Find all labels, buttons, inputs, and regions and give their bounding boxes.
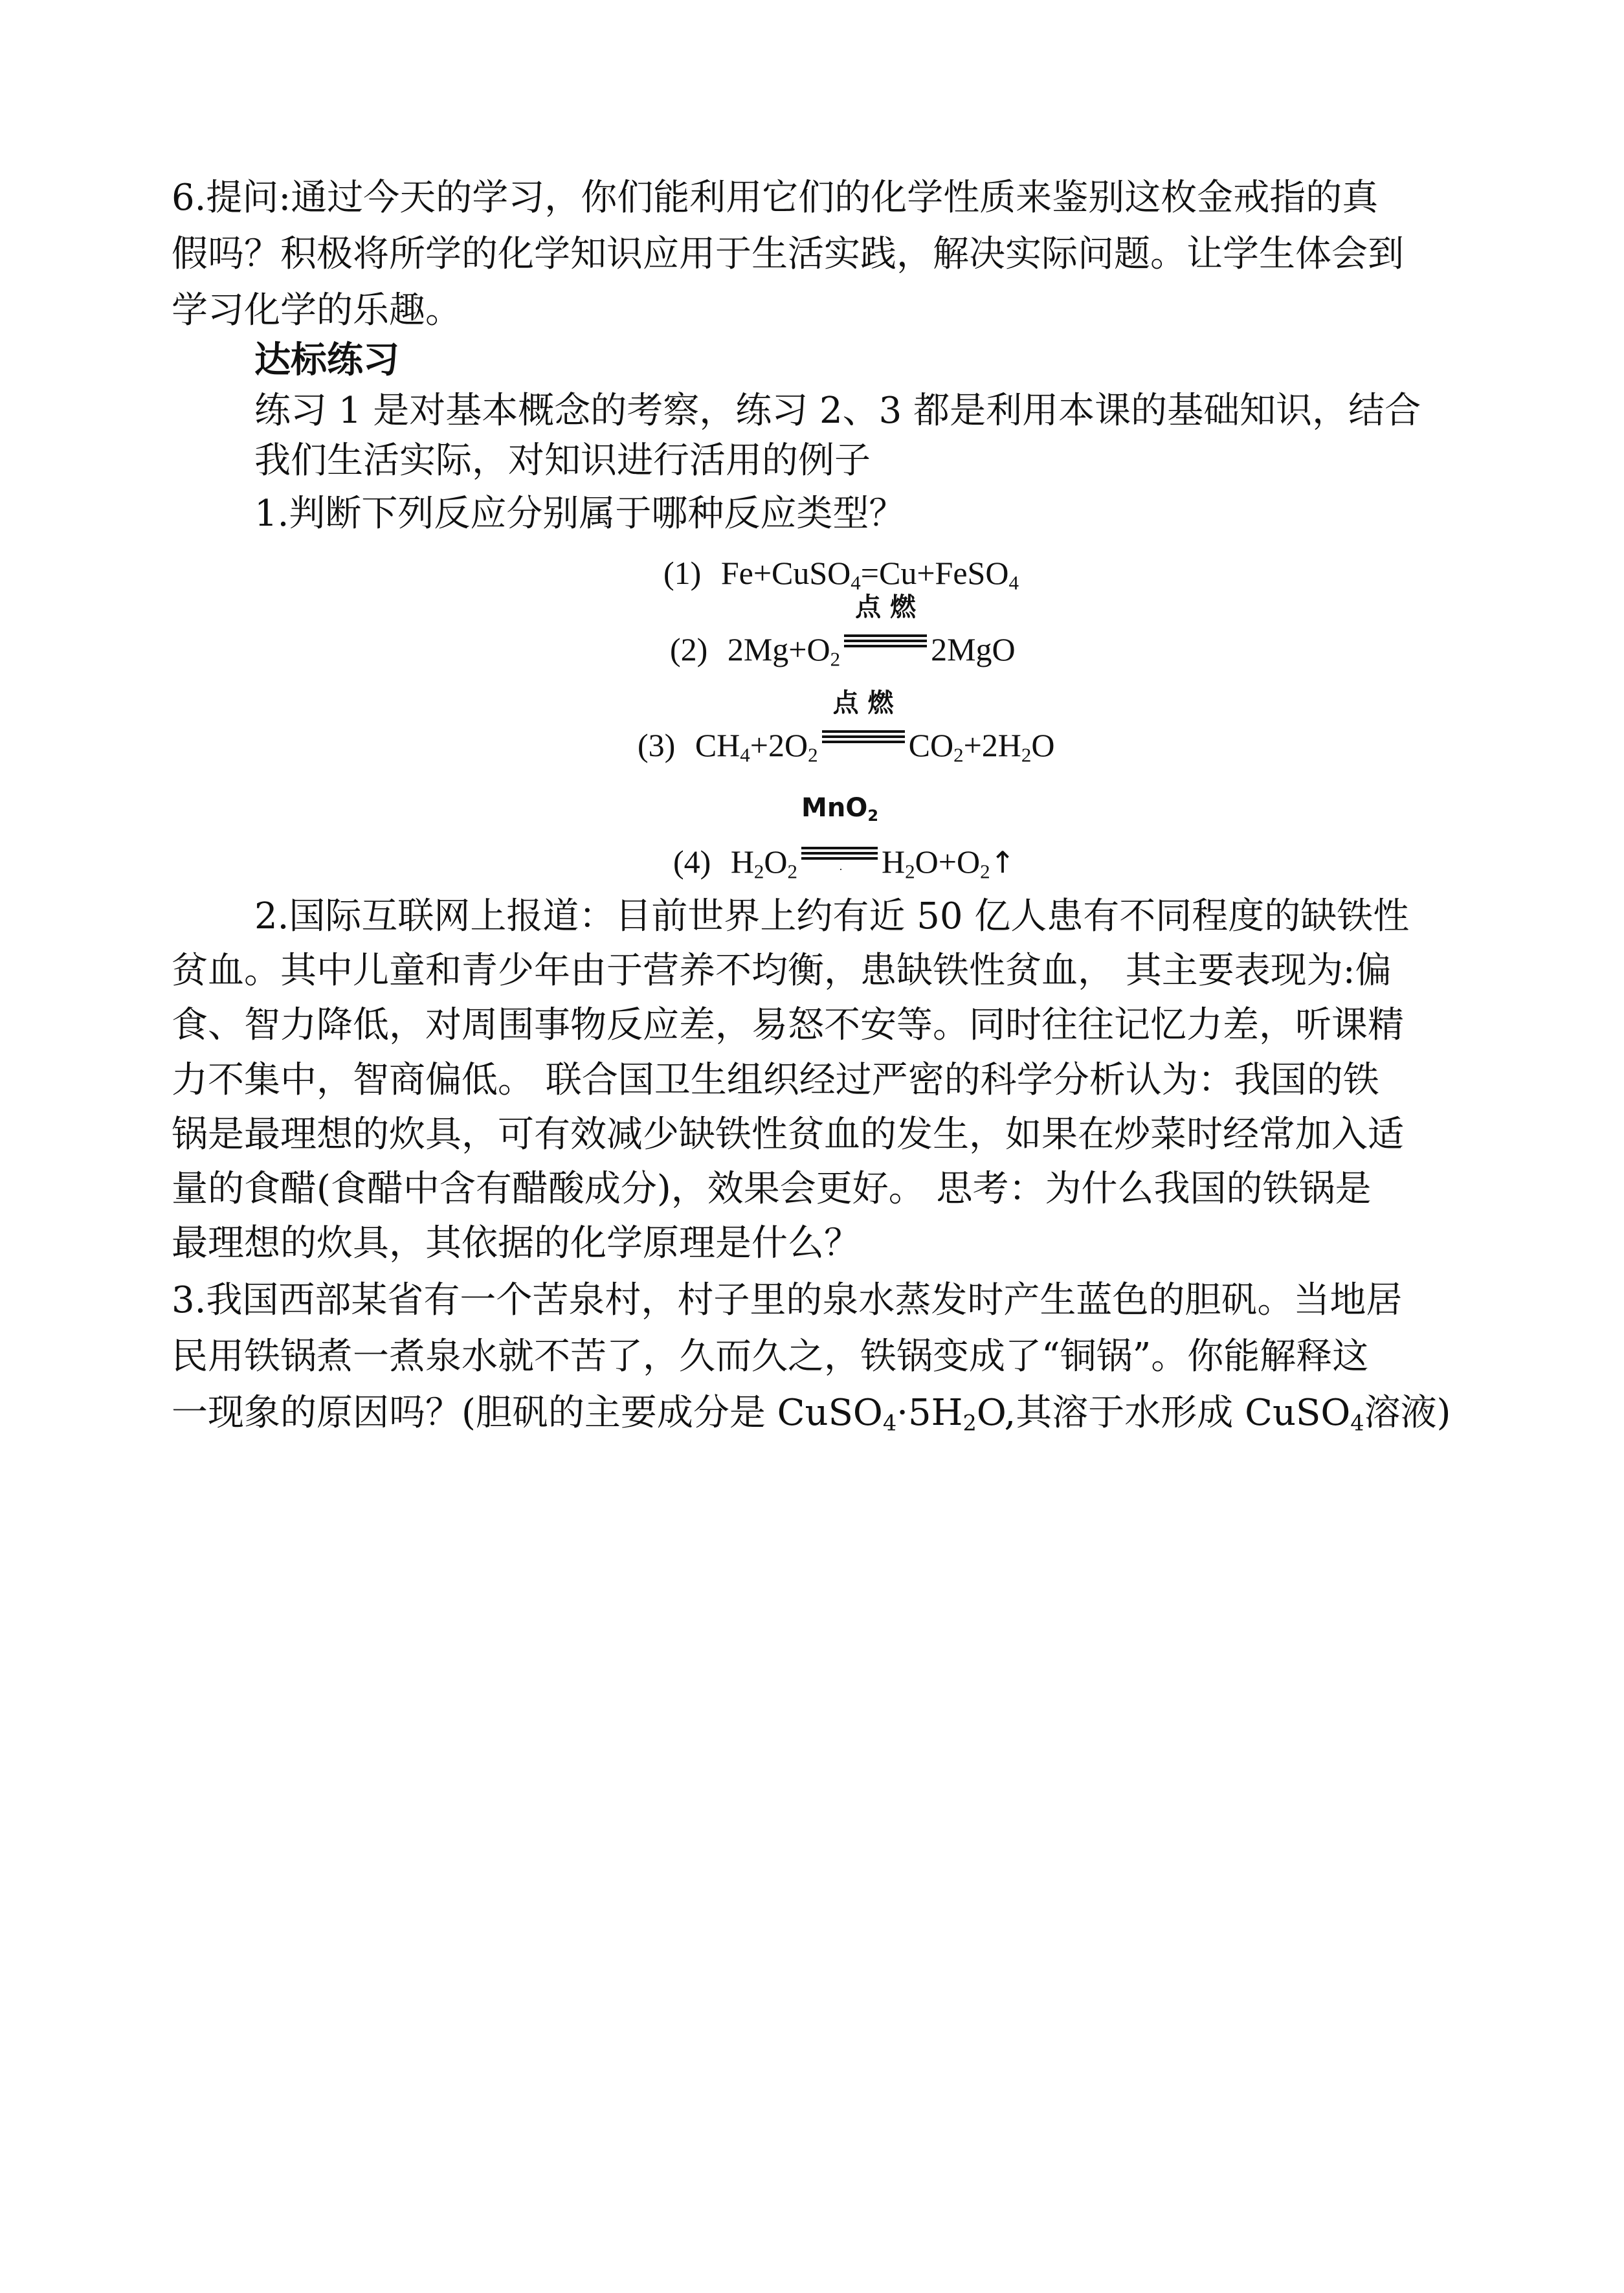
question-2-line-5: 锅是最理想的炊具，可有效减少缺铁性贫血的发生，如果在炒菜时经常加入适 [172,1113,1404,1156]
question-3-line-2: 民用铁锅煮一煮泉水就不苦了，久而久之，铁锅变成了“铜锅”。你能解释这 [172,1336,1369,1378]
reaction-4-reactants: $H_2O_2$ [730,844,798,883]
question-3-line-1: 3.我国西部某省有一个苦泉村，村子里的泉水蒸发时产生蓝色的胆矾。当地居 [172,1279,1403,1321]
reaction-2-products: 2MgO [931,631,1016,667]
section-title: 达标练习 [254,339,399,381]
question-1-prompt: 1.判断下列反应分别属于哪种反应类型？ [254,493,906,535]
question-3-line-3: 一现象的原因吗？(胆矾的主要成分是 $CuSO_4\cdot 5H_2O$,其溶于水形成 CuSO$_4$溶液) [172,1392,1451,1436]
paragraph-6-line-1: 6.提问:通过今天的学习，你们能利用它们的化学性质来鉴别这枚金戒指的真 [172,177,1379,219]
question-2-line-6: 量的食醋(食醋中含有醋酸成分)，效果会更好。 思考：为什么我国的铁锅是 [172,1168,1372,1210]
question-2-line-2: 贫血。其中儿童和青少年由于营养不均衡，患缺铁性贫血， 其主要表现为:偏 [172,950,1392,992]
question-2-line-1: 2.国际互联网上报道：目前世界上约有近 50 亿人患有不同程度的缺铁性 [254,895,1410,937]
gas-arrow-icon: ↑ [990,845,1016,880]
question-2-line-3: 食、智力降低，对周围事物反应差，易怒不安等。同时往往记忆力差，听课精 [172,1004,1404,1046]
reaction-2-reactants: $2Mg+O_2$ [727,631,841,671]
reaction-4-condition: MnO$_2$ · [801,793,879,876]
question-2-line-4: 力不集中，智商偏低。 联合国卫生组织经过严密的科学分析认为：我国的铁 [172,1059,1379,1101]
reaction-4 [673,793,1016,883]
reaction-3-reactants: $CH_4+2O_2$ [695,727,818,766]
reaction-2-condition: 点 燃 [844,628,927,660]
question-2-line-7: 最理想的炊具，其依据的化学原理是什么？ [172,1222,860,1264]
reaction-2-number: (2) [670,631,708,667]
reaction-3-condition: 点 燃 [822,724,905,756]
reaction-2 [670,592,1016,671]
reaction-1-number: (1) [663,555,702,591]
reaction-4-number: (4) [673,844,711,880]
paragraph-6-line-3: 学习化学的乐趣。 [172,289,462,331]
reaction-3-number: (3) [638,727,676,763]
paragraph-6-line-2: 假吗？积极将所学的化学知识应用于生活实践，解决实际问题。让学生体会到 [172,233,1404,275]
reaction-3-products: $CO_2+2H_2O$ [908,727,1055,766]
reaction-1 [663,557,1019,593]
reaction-4-products: $H_2O+O_2$ [882,844,990,883]
reaction-3 [638,688,1055,766]
reaction-1-reactants: Fe+CuSO$_4$ [720,555,861,594]
section-intro-line-2: 我们生活实际，对知识进行活用的例子 [254,440,871,482]
section-intro-line-1: 练习 1 是对基本概念的考察，练习 2、3 都是利用本课的基础知识，结合 [254,390,1421,432]
reaction-1-products: =Cu+FeSO$_4$ [860,555,1019,594]
